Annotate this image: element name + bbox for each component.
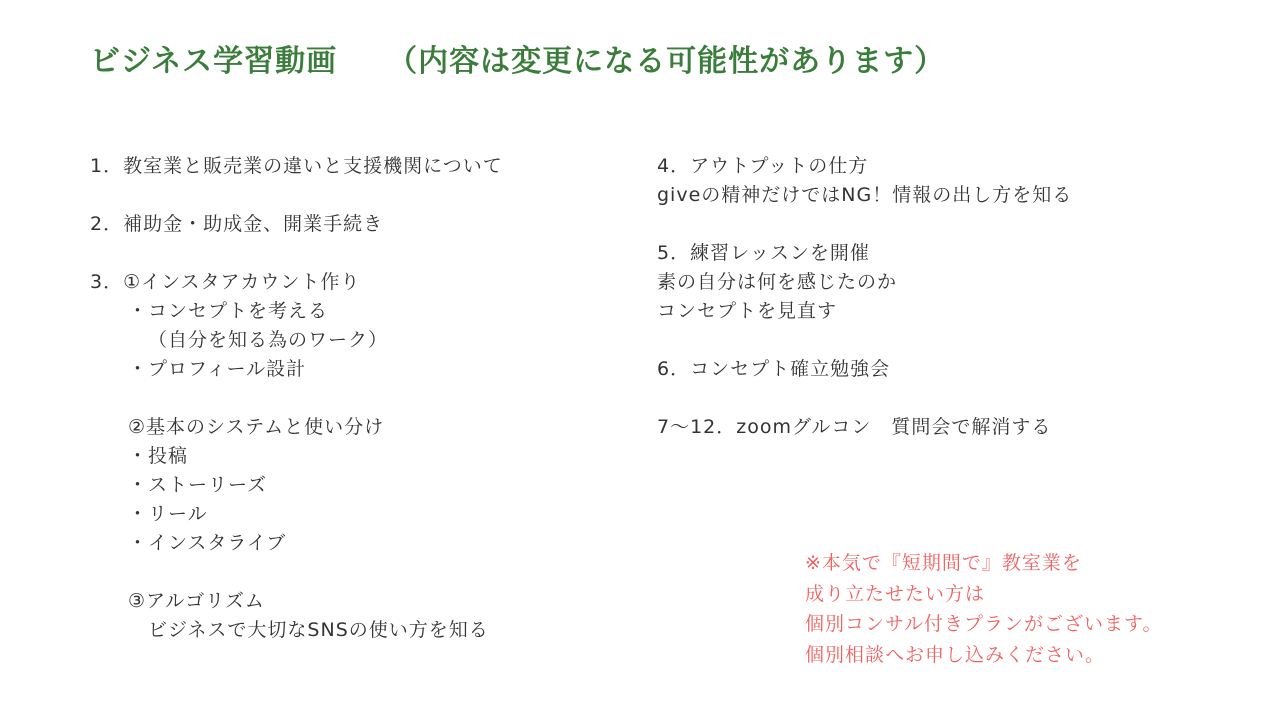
spacer: [90, 181, 503, 210]
list-item: （自分を知る為のワーク）: [148, 329, 389, 351]
list-item: 7～12．zoomグルコン 質問会で解消する: [657, 416, 1052, 438]
right-column: [657, 152, 1072, 442]
spacer: [90, 384, 503, 413]
spacer: [90, 239, 503, 268]
note-line: 成り立たせたい方は: [805, 582, 986, 605]
list-item: ②基本のシステムと使い分け: [128, 416, 385, 438]
list-item: 1．教室業と販売業の違いと支援機関について: [90, 155, 503, 177]
list-item: ビジネスで大切なSNSの使い方を知る: [148, 619, 489, 641]
list-item: 3．①インスタアカウント作り: [90, 271, 361, 293]
list-item: コンセプトを見直す: [657, 300, 838, 322]
list-item: ・プロフィール設計: [128, 358, 307, 380]
plan-note: [805, 548, 1163, 670]
list-item: ・コンセプトを考える: [128, 300, 329, 322]
list-item: 2．補助金・助成金、開業手続き: [90, 213, 384, 235]
list-item: giveの精神だけではNG！情報の出し方を知る: [657, 184, 1073, 206]
list-item: ・インスタライブ: [128, 532, 287, 554]
title-sub: （内容は変更になる可能性があります）: [387, 44, 946, 79]
note-line: 個別コンサル付きプランがございます。: [805, 613, 1163, 635]
spacer: [90, 558, 503, 587]
spacer: [657, 210, 1072, 239]
list-item: ・投稿: [128, 445, 189, 467]
left-column: [90, 152, 503, 645]
list-item: ・リール: [128, 503, 208, 525]
list-item: ・ストーリーズ: [128, 474, 268, 496]
note-line: ※本気で『短期間で』教室業を: [805, 552, 1082, 574]
spacer: [657, 384, 1072, 413]
list-item: ③アルゴリズム: [128, 590, 265, 612]
list-item: 4．アウトプットの仕方: [657, 155, 869, 177]
note-line: 個別相談へお申し込みください。: [805, 643, 1106, 666]
spacer: [657, 326, 1072, 355]
list-item: 6．コンセプト確立勉強会: [657, 358, 891, 380]
title-main: ビジネス学習動画: [90, 44, 338, 79]
page-title: [90, 40, 945, 84]
list-item: 5．練習レッスンを開催: [657, 242, 870, 264]
list-item: 素の自分は何を感じたのか: [657, 271, 898, 293]
